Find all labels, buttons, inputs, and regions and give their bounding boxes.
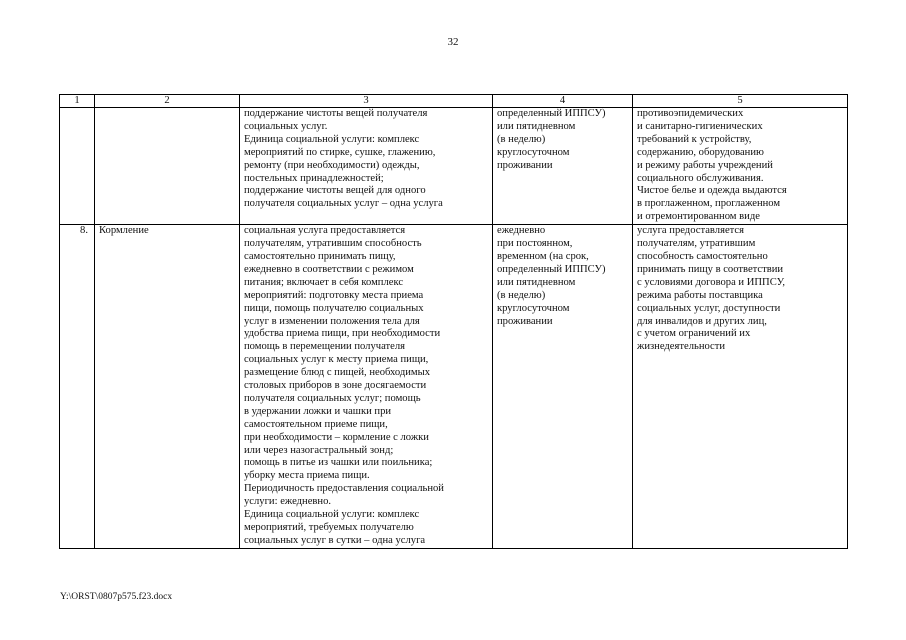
- text-line: определенный ИППСУ): [497, 263, 606, 275]
- text-line: жизнедеятельности: [637, 341, 726, 353]
- service-description: [240, 225, 493, 549]
- text-line: самостоятельном приеме пищи,: [244, 418, 388, 430]
- text-line: Единица социальной услуги: комплекс: [244, 133, 420, 145]
- service-conditions: [493, 108, 633, 225]
- text-line: уборку места приема пищи.: [244, 470, 370, 482]
- text-line: в удержании ложки и чашки при: [244, 405, 392, 417]
- service-name: Кормление: [95, 225, 240, 549]
- text-line: удобства приема пищи, при необходимости: [244, 328, 441, 340]
- header-col-4: 4: [493, 95, 633, 108]
- header-col-1: 1: [60, 95, 95, 108]
- header-col-5: 5: [633, 95, 848, 108]
- services-table: [59, 94, 848, 549]
- text-line: требований к устройству,: [637, 133, 752, 145]
- text-line: получателям, утратившим: [637, 238, 756, 250]
- text-line: социальных услуг.: [244, 120, 328, 132]
- text-line: круглосуточном: [497, 302, 570, 314]
- text-line: поддержание чистоты вещей для одного: [244, 185, 426, 197]
- text-line: принимать пищу в соответствии: [637, 263, 784, 275]
- text-line: режима работы поставщика: [637, 289, 763, 301]
- text-line: и режиму работы учреждений: [637, 159, 773, 171]
- text-line: социального обслуживания.: [637, 172, 764, 184]
- text-line: размещение блюд с пищей, необходимых: [244, 367, 431, 379]
- text-line: Периодичность предоставления социальной: [244, 483, 444, 495]
- text-line: социальных услуг к месту приема пищи,: [244, 354, 429, 366]
- text-line: Единица социальной услуги: комплекс: [244, 509, 420, 521]
- text-line: содержанию, оборудованию: [637, 146, 764, 158]
- text-line: (в неделю): [497, 133, 546, 145]
- text-line: помощь в питье из чашки или поильника;: [244, 457, 433, 469]
- service-name: [95, 108, 240, 225]
- text-line: и отремонтированном виде: [637, 211, 760, 223]
- text-line: самостоятельно принимать пищу,: [244, 250, 396, 262]
- text-line: ремонту (при необходимости) одежды,: [244, 159, 420, 171]
- text-line: Чистое белье и одежда выдаются: [637, 185, 787, 197]
- text-line: социальная услуга предоставляется: [244, 225, 406, 237]
- text-line: противоэпидемических: [637, 108, 744, 119]
- text-line: помощь в перемещении получателя: [244, 341, 406, 353]
- table-row: [60, 225, 848, 549]
- text-line: или пятидневном: [497, 120, 576, 132]
- text-line: услуг в изменении положения тела для: [244, 315, 420, 327]
- text-line: получателя социальных услуг; помощь: [244, 392, 421, 404]
- text-line: постельных принадлежностей;: [244, 172, 384, 184]
- text-line: получателя социальных услуг – одна услуга: [244, 198, 443, 210]
- text-line: поддержание чистоты вещей получателя: [244, 108, 428, 119]
- text-line: социальных услуг, доступности: [637, 302, 781, 314]
- text-line: способность самостоятельно: [637, 250, 768, 262]
- text-line: ежедневно: [497, 225, 546, 237]
- text-line: с учетом ограничений их: [637, 328, 751, 340]
- text-line: питания; включает в себя комплекс: [244, 276, 404, 288]
- text-line: проживании: [497, 159, 553, 171]
- header-col-2: 2: [95, 95, 240, 108]
- text-line: мероприятий: подготовку места приема: [244, 289, 424, 301]
- text-line: для инвалидов и других лиц,: [637, 315, 767, 327]
- text-line: мероприятий, требуемых получателю: [244, 522, 414, 533]
- text-line: услуги: ежедневно.: [244, 496, 332, 508]
- text-line: с условиями договора и ИППСУ,: [637, 276, 786, 288]
- table-header-row: [60, 95, 848, 108]
- file-path-footer: Y:\ORST\0807p575.f23.docx: [60, 592, 173, 602]
- text-line: круглосуточном: [497, 146, 570, 158]
- text-line: проживании: [497, 315, 553, 327]
- service-description: [240, 108, 493, 225]
- service-requirements: [633, 108, 848, 225]
- text-line: получателям, утратившим способность: [244, 238, 422, 250]
- table-row: [60, 108, 848, 225]
- text-line: в проглаженном, проглаженном: [637, 198, 781, 210]
- service-conditions: [493, 225, 633, 549]
- text-line: пищи, помощь получателю социальных: [244, 302, 424, 314]
- header-col-3: 3: [240, 95, 493, 108]
- text-line: определенный ИППСУ): [497, 108, 606, 119]
- text-line: столовых приборов в зоне досягаемости: [244, 380, 427, 392]
- row-number: 8.: [60, 225, 95, 549]
- text-line: мероприятий по стирке, сушке, глажению,: [244, 146, 436, 158]
- text-line: при постоянном,: [497, 238, 573, 250]
- text-line: или пятидневном: [497, 276, 576, 288]
- service-requirements: [633, 225, 848, 549]
- text-line: ежедневно в соответствии с режимом: [244, 263, 414, 275]
- text-line: временном (на срок,: [497, 250, 589, 262]
- text-line: и санитарно-гигиенических: [637, 120, 763, 132]
- text-line: при необходимости – кормление с ложки: [244, 431, 429, 443]
- text-line: (в неделю): [497, 289, 546, 301]
- text-line: услуга предоставляется: [637, 225, 744, 237]
- page-number: 32: [447, 36, 459, 48]
- text-line: или через назогастральный зонд;: [244, 444, 394, 456]
- text-line: социальных услуг в сутки – одна услуга: [244, 534, 426, 546]
- row-number: [60, 108, 95, 225]
